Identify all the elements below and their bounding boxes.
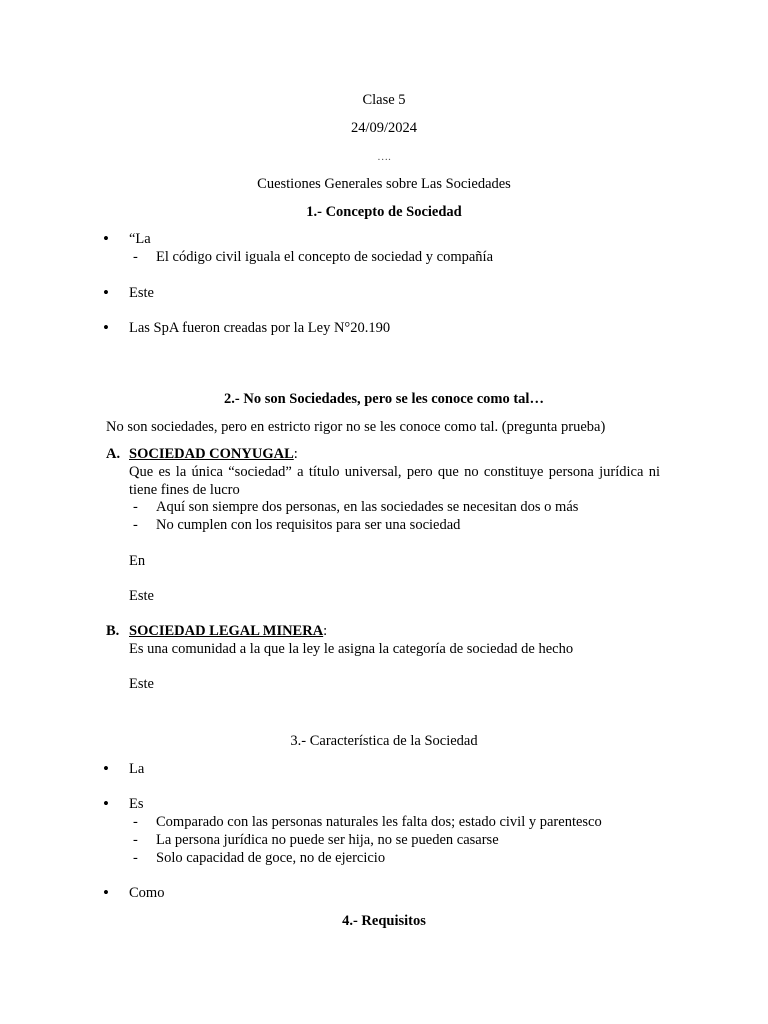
section-3-bullet-2: Es xyxy=(129,796,144,812)
bullet-marker: • xyxy=(103,318,109,337)
section-1-heading: 1.- Concepto de Sociedad xyxy=(306,204,462,220)
dash-marker: - xyxy=(133,814,138,830)
item-b-colon: : xyxy=(323,623,328,639)
item-a-letter: A. xyxy=(106,446,121,462)
section-1-bullet-3: Las SpA fueron creadas por la Ley N°20.190 xyxy=(129,320,391,336)
dash-marker: - xyxy=(133,249,138,265)
item-a-description: Que es la única “sociedad” a título universal, pero que no constituye persona jurídica ni tiene fines de lucro xyxy=(129,464,660,498)
dash-marker: - xyxy=(133,850,138,866)
section-2-intro: No son sociedades, pero en estricto rigor no se les conoce como tal. (pregunta prueba) xyxy=(106,419,606,435)
document-date: 24/09/2024 xyxy=(350,120,418,136)
item-a-colon: : xyxy=(293,446,298,462)
dash-marker: - xyxy=(133,832,138,848)
document-title: Clase 5 xyxy=(362,92,406,108)
bullet-marker: • xyxy=(103,283,109,302)
section-3-subitem-2: La persona jurídica no puede ser hija, no se pueden casarse xyxy=(156,832,499,848)
dash-marker: - xyxy=(133,499,138,515)
item-b-heading xyxy=(129,622,327,640)
ellipsis-mark: …. xyxy=(377,151,391,163)
bullet-marker: • xyxy=(103,229,109,248)
item-a-note-1: En xyxy=(129,553,146,569)
section-4-heading: 4.- Requisitos xyxy=(342,913,426,929)
item-b-title: SOCIEDAD LEGAL MINERA xyxy=(129,623,324,639)
bullet-marker: • xyxy=(103,759,109,778)
item-a-dash-1: Aquí son siempre dos personas, en las sociedades se necesitan dos o más xyxy=(156,499,579,515)
bullet-marker: • xyxy=(103,883,109,902)
section-1-subitem-1: El código civil iguala el concepto de sociedad y compañía xyxy=(156,249,494,265)
section-1-bullet-2: Este xyxy=(129,285,154,301)
item-a-note-2: Este xyxy=(129,588,154,604)
item-a-heading xyxy=(129,445,298,463)
item-a-title: SOCIEDAD CONYUGAL xyxy=(129,446,294,462)
document-subtitle: Cuestiones Generales sobre Las Sociedades xyxy=(257,176,511,192)
section-3-bullet-1: La xyxy=(129,761,145,777)
item-b-note-1: Este xyxy=(129,676,154,692)
section-3-subitem-1: Comparado con las personas naturales les falta dos; estado civil y parentesco xyxy=(156,814,602,830)
section-2-heading: 2.- No son Sociedades, pero se les conoce como tal… xyxy=(224,391,544,407)
item-b-letter: B. xyxy=(106,623,120,639)
section-3-heading: 3.- Característica de la Sociedad xyxy=(290,733,478,749)
section-3-bullet-3: Como xyxy=(129,885,165,901)
section-3-subitem-3: Solo capacidad de goce, no de ejercicio xyxy=(156,850,386,866)
bullet-marker: • xyxy=(103,794,109,813)
item-a-dash-2: No cumplen con los requisitos para ser una sociedad xyxy=(156,517,461,533)
section-1-bullet-1: “La xyxy=(129,231,151,247)
item-b-description: Es una comunidad a la que la ley le asigna la categoría de sociedad de hecho xyxy=(129,641,574,657)
dash-marker: - xyxy=(133,517,138,533)
